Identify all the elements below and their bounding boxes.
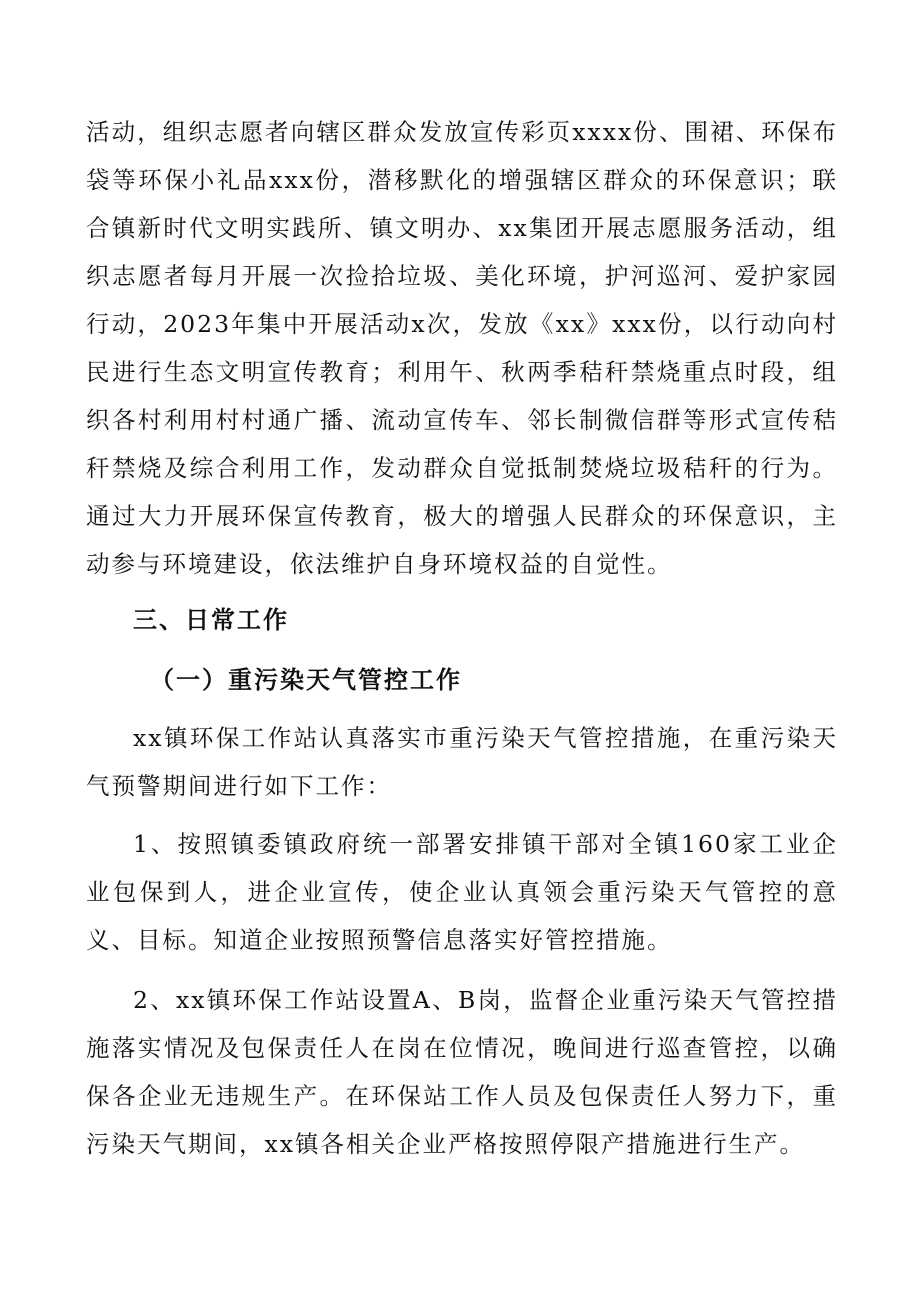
paragraph-station-measures: xx镇环保工作站认真落实市重污染天气管控措施，在重污染天气预警期间进行如下工作： — [86, 724, 838, 800]
paragraph-item-2: 2、xx镇环保工作站设置A、B岗，监督企业重污染天气管控措施落实情况及包保责任人在岗在位情况，晚间进行巡查管控，以确保各企业无违规生产。在环保站工作人员及包保责任人努力下，重污染天气期间，xx镇各相关企业严格按照停限产措施进行生产。 — [86, 986, 838, 1158]
section-heading-daily-work: 三、日常工作 — [133, 606, 289, 634]
subsection-heading-heavy-pollution-control: （一）重污染天气管控工作 — [150, 666, 462, 694]
paragraph-environmental-publicity: 活动，组织志愿者向辖区群众发放宣传彩页xxxx份、围裙、环保布袋等环保小礼品xxx份，潜移默化的增强辖区群众的环保意识；联合镇新时代文明实践所、镇文明办、xx集团开展志愿服务活动，组织志愿者每月开展一次捡拾垃圾、美化环境，护河巡河、爱护家园行动，2023年集中开展活动x次，发放《xx》xxx份，以行动向村民进行生态文明宣传教育；利用午、秋两季秸秆禁烧重点时段，组织各村利用村村通广播、流动宣传车、邻长制微信群等形式宣传秸秆禁烧及综合利用工作，发动群众自觉抵制焚烧垃圾秸秆的行为。通过大力开展环保宣传教育，极大的增强人民群众的环保意识，主动参与环境建设，依法维护自身环境权益的自觉性。 — [86, 118, 838, 578]
paragraph-item-1: 1、按照镇委镇政府统一部署安排镇干部对全镇160家工业企业包保到人，进企业宣传，使企业认真领会重污染天气管控的意义、目标。知道企业按照预警信息落实好管控措施。 — [86, 830, 838, 954]
